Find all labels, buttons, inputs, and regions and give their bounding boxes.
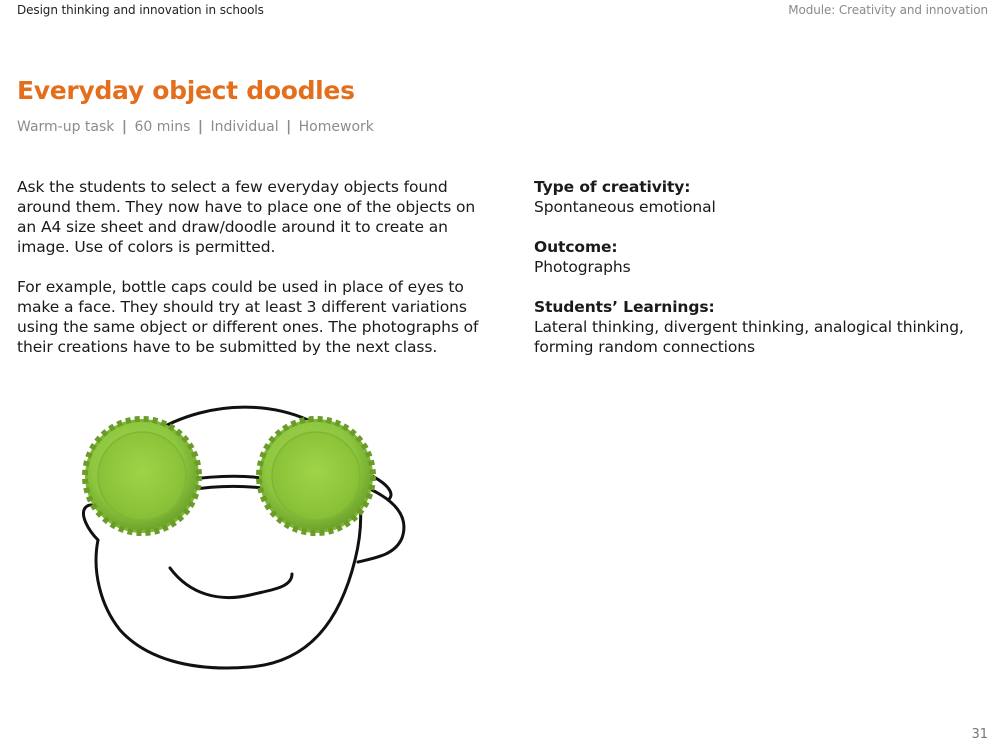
- smile: [170, 568, 292, 598]
- meta-separator: |: [286, 119, 292, 135]
- bottle-cap-face-doodle: [70, 390, 420, 680]
- right-bottle-cap: [259, 419, 373, 533]
- meta-separator: |: [121, 119, 127, 135]
- meta-separator: |: [197, 119, 203, 135]
- outcome-label: Outcome:: [534, 238, 618, 256]
- left-bottle-cap: [85, 419, 199, 533]
- meta-type: Warm-up task: [17, 119, 115, 135]
- learnings-label: Students’ Learnings:: [534, 298, 715, 316]
- learnings-value: Lateral thinking, divergent thinking, analogical thinking, forming random connections: [534, 318, 964, 356]
- learnings-block: [534, 297, 984, 357]
- page-number: 31: [971, 727, 988, 742]
- instructions-paragraph-2: For example, bottle caps could be used in place of eyes to make a face. They should try at least 3 different variations using the same object or different ones. The photographs of their creations have to be submitted by the next class.: [17, 278, 479, 356]
- meta-setting: Homework: [298, 119, 374, 135]
- task-meta: [17, 119, 374, 135]
- header-document-title: Design thinking and innovation in schools: [17, 3, 264, 17]
- outcome-value: Photographs: [534, 258, 631, 276]
- creativity-value: Spontaneous emotional: [534, 198, 716, 216]
- creativity-label: Type of creativity:: [534, 178, 691, 196]
- header-module-name: Module: Creativity and innovation: [788, 3, 988, 17]
- creativity-block: [534, 177, 984, 217]
- instructions: [17, 177, 487, 377]
- outcome-block: [534, 237, 984, 277]
- task-details: [534, 177, 984, 377]
- instructions-paragraph-1: Ask the students to select a few everyday objects found around them. They now have to place one of the objects on an A4 size sheet and draw/doodle around it to create an image. Use of colors is permitted.: [17, 178, 476, 256]
- meta-duration: 60 mins: [134, 119, 191, 135]
- meta-mode: Individual: [210, 119, 279, 135]
- page-title: Everyday object doodles: [17, 76, 355, 105]
